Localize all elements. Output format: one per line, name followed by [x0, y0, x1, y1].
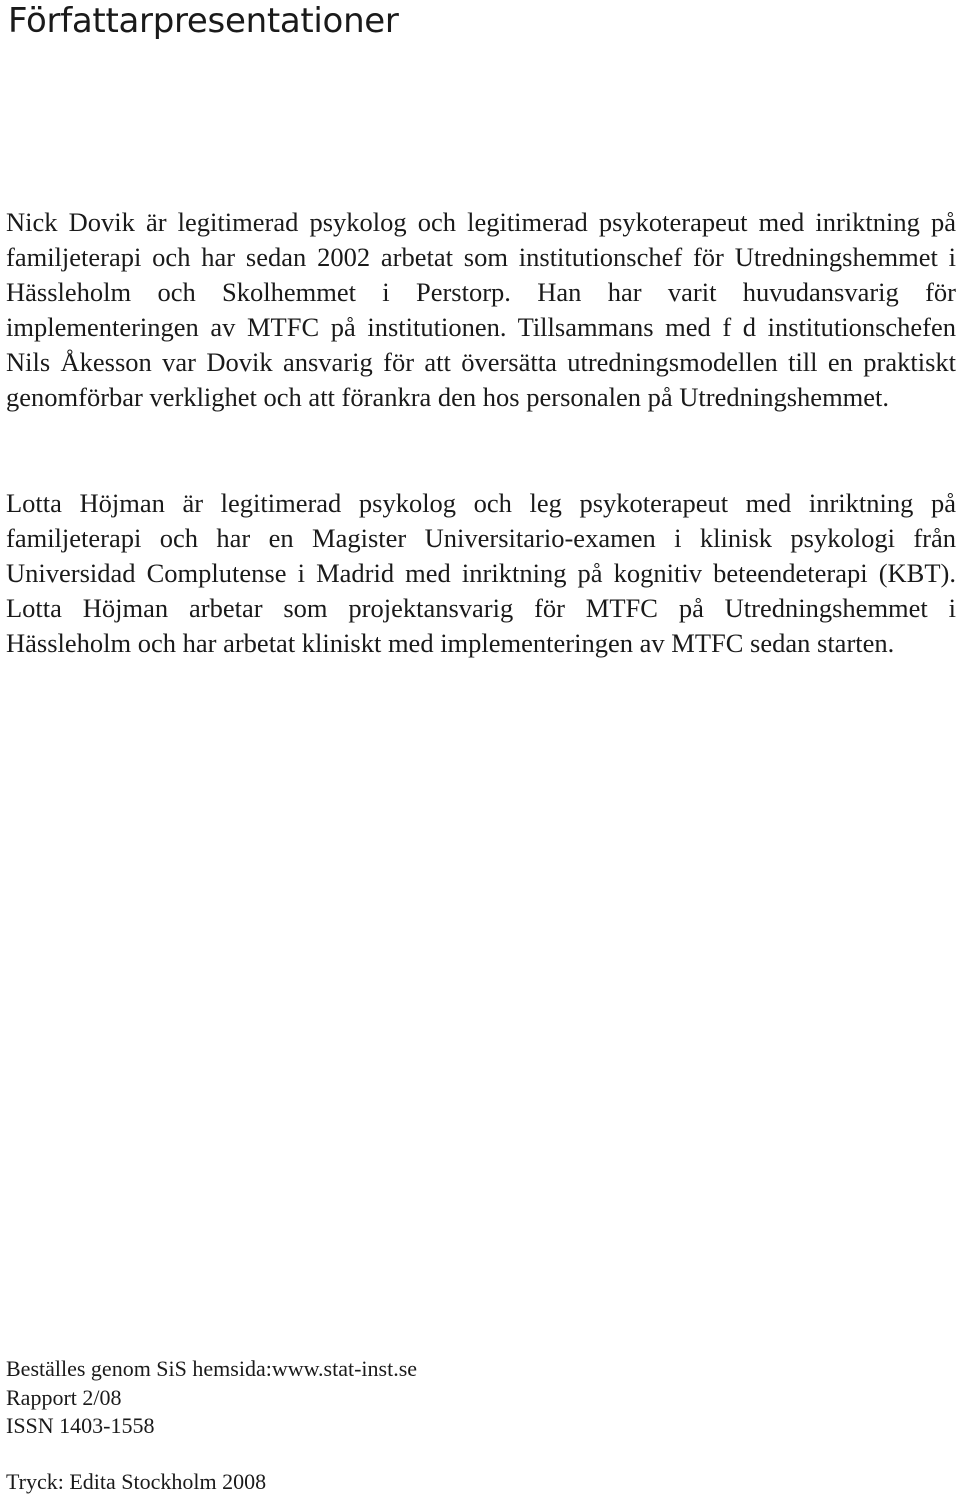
- order-info: Beställes genom SiS hemsida:www.stat-inst.se: [6, 1356, 418, 1381]
- report-number: Rapport 2/08: [6, 1385, 122, 1410]
- printer-info: Tryck: Edita Stockholm 2008: [6, 1469, 267, 1494]
- author-bio-nick-dovik: Nick Dovik är legitimerad psykolog och legitimerad psykoterapeut med inriktning på familjeterapi och har sedan 2002 arbetat som institutionschef för Utredningshemmet i Hässleholm och Skolhemmet i Perstorp. Han har varit huvudansvarig för implementeringen av MTFC på institutionen. Tillsammans med f d institutionschefen Nils Åkesson var Dovik ansvarig för att översätta utredningsmodellen till en praktiskt genomförbar verklighet och att förankra den hos personalen på Utredningshemmet.: [6, 207, 956, 412]
- author-bio-lotta-hojman: Lotta Höjman är legitimerad psykolog och leg psykoterapeut med inriktning på familjeterapi och har en Magister Universitario-examen i klinisk psykologi från Universidad Complutense i Madrid med inriktning på kognitiv beteendeterapi (KBT). Lotta Höjman arbetar som projektansvarig för MTFC på Utredningshemmet i Hässleholm och har arbetat kliniskt med implementeringen av MTFC sedan starten.: [6, 488, 956, 658]
- page-title: Författarpresentationer: [8, 1, 399, 41]
- issn-number: ISSN 1403-1558: [6, 1413, 155, 1438]
